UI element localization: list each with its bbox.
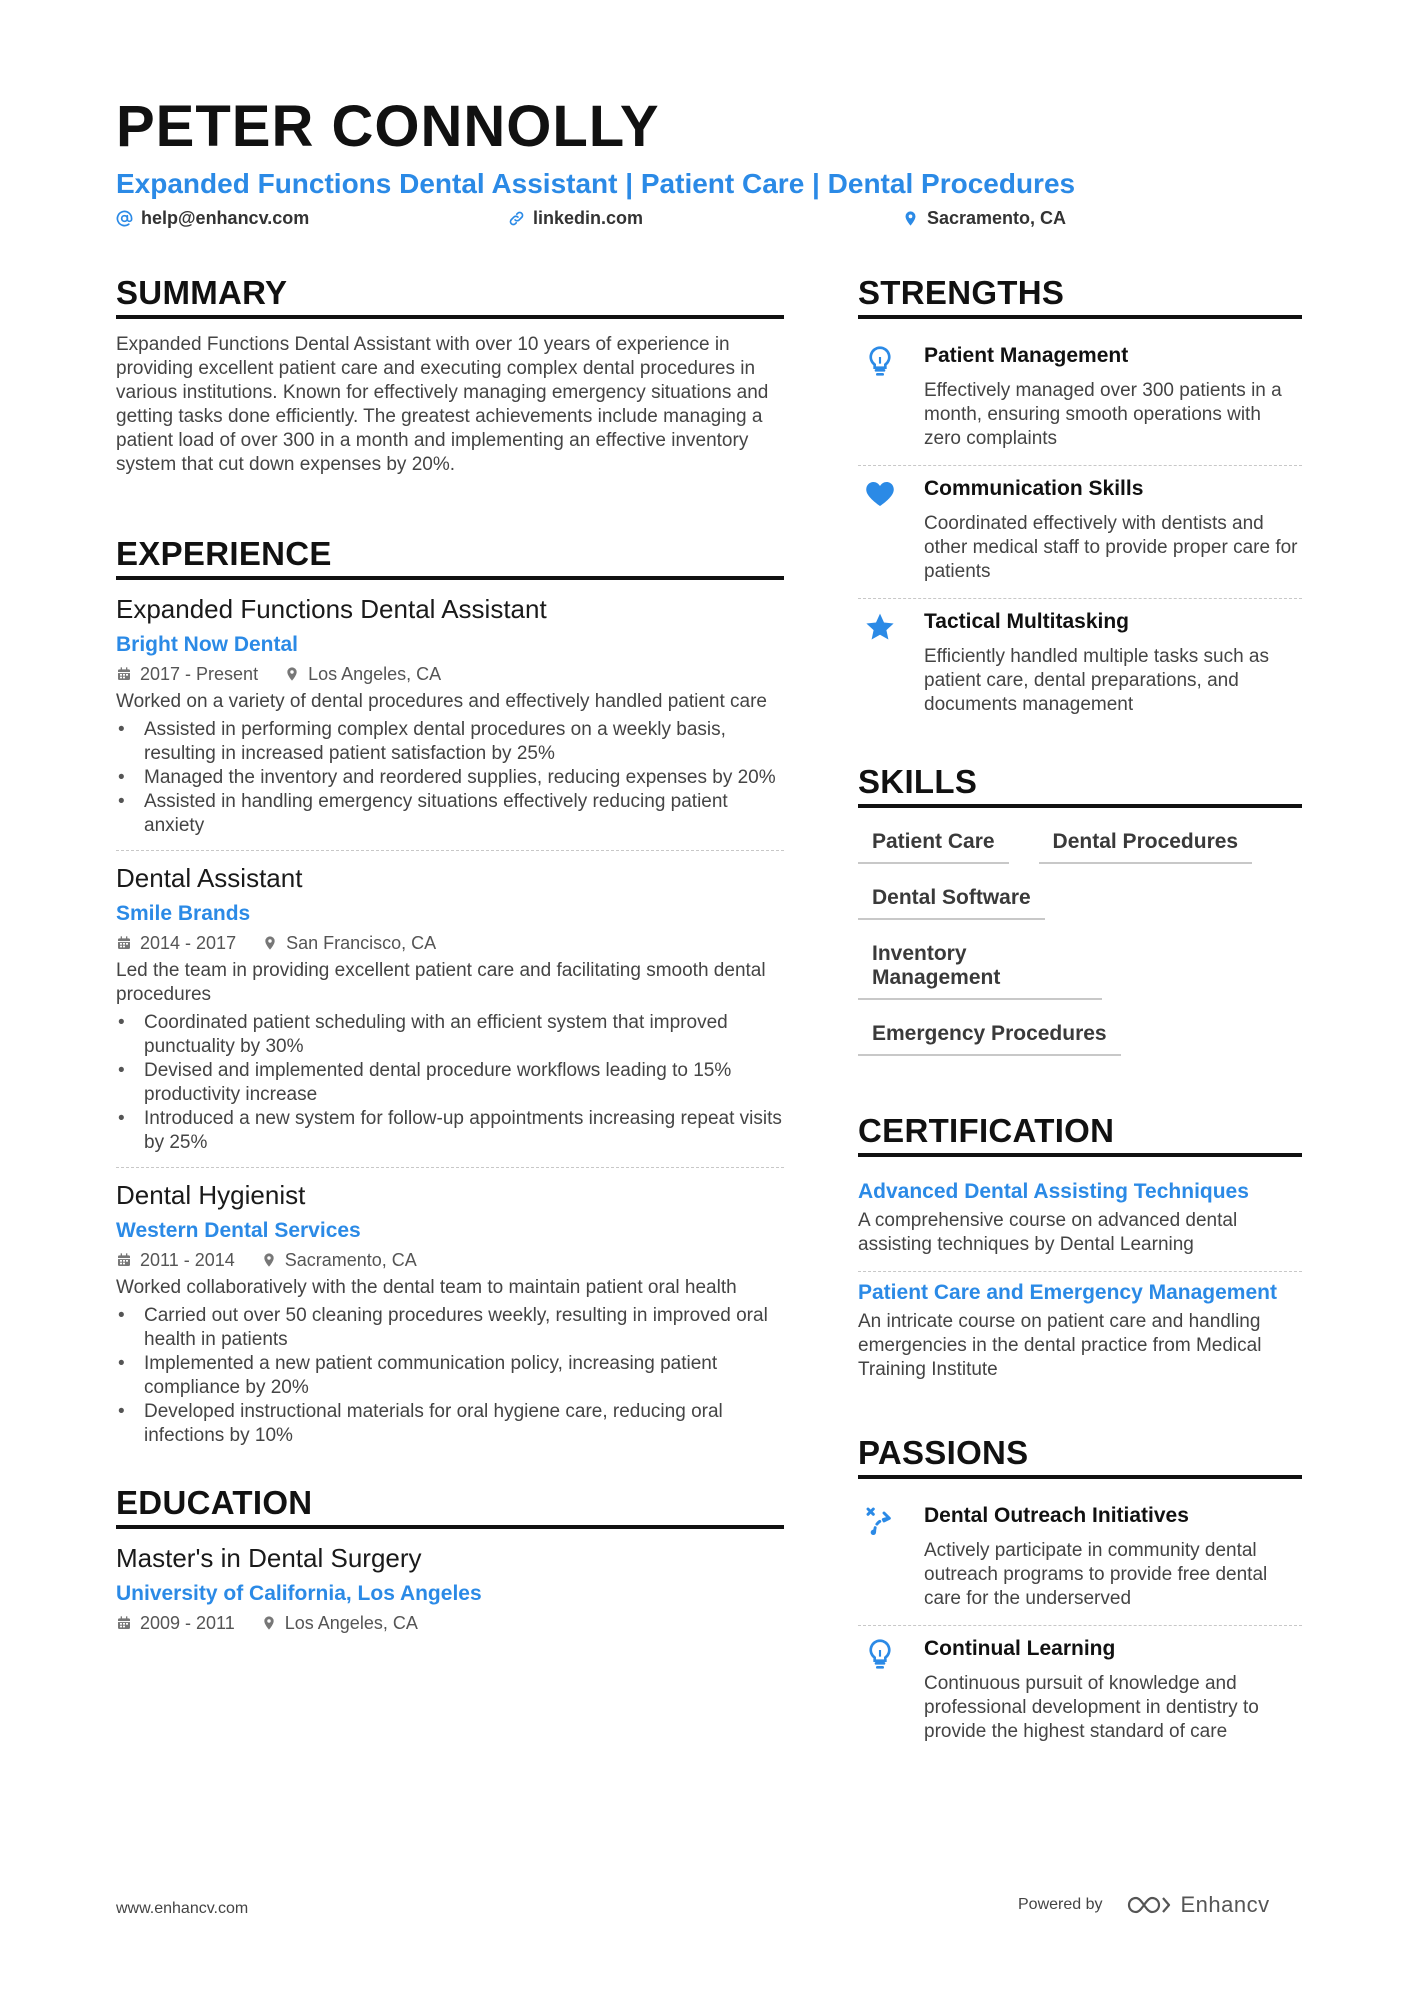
skill-tag: Emergency Procedures [858, 1014, 1121, 1056]
calendar-icon [116, 1615, 132, 1631]
degree: Master's in Dental Surgery [116, 1543, 422, 1573]
job-dates [116, 931, 236, 955]
job-role: Dental Hygienist [116, 1180, 306, 1210]
summary-heading: SUMMARY [116, 276, 784, 319]
location-pin-icon [262, 935, 278, 951]
powered-by-label: Powered by [1018, 1896, 1103, 1913]
calendar-icon [116, 1252, 132, 1268]
strength-body [924, 343, 1302, 451]
strength-item [858, 333, 1302, 466]
job-company: Western Dental Services [116, 1219, 361, 1242]
location-pin-icon [261, 1615, 277, 1631]
passion-title: Continual Learning [924, 1637, 1116, 1660]
strength-icon-wrap [858, 476, 924, 584]
lightbulb-icon [864, 1638, 896, 1670]
bullet-item: • Developed instructional materials for oral hygiene care, reducing oral infections by 10% [116, 1400, 784, 1448]
lightbulb-icon [864, 345, 896, 377]
passion-title: Dental Outreach Initiatives [924, 1504, 1189, 1527]
education-dates-text: 2009 - 2011 [140, 1613, 235, 1633]
certification-desc: An intricate course on patient care and handling emergencies in the dental practice from Medical Training Institute [858, 1311, 1262, 1380]
footer-website[interactable]: www.enhancv.com [116, 1900, 249, 1917]
job-meta [116, 931, 784, 955]
job-description: Worked on a variety of dental procedures and effectively handled patient care [116, 691, 767, 712]
school: University of California, Los Angeles [116, 1582, 482, 1605]
skill-tag: Dental Software [858, 878, 1045, 920]
brand-logo[interactable] [1125, 1892, 1270, 1918]
link-icon [508, 210, 525, 227]
certification-desc: A comprehensive course on advanced dental assisting techniques by Dental Learning [858, 1210, 1238, 1255]
passion-item [858, 1626, 1302, 1758]
bullet-item: • Implemented a new patient communication policy, increasing patient compliance by 20% [116, 1352, 784, 1400]
strength-item [858, 466, 1302, 599]
passion-desc: Continuous pursuit of knowledge and professional development in dentistry to provide the highest standard of care [924, 1673, 1259, 1742]
heart-icon [864, 478, 896, 510]
strength-desc: Effectively managed over 300 patients in a month, ensuring smooth operations with zero complaints [924, 380, 1282, 449]
contact-linkedin[interactable] [508, 208, 643, 229]
job-dates-text: 2017 - Present [140, 664, 259, 684]
strength-title: Tactical Multitasking [924, 610, 1129, 633]
star-icon [864, 611, 896, 643]
location-pin-icon [284, 666, 300, 682]
job-role: Dental Assistant [116, 863, 303, 893]
infinity-logo-icon [1125, 1893, 1173, 1917]
job-location-text: San Francisco, CA [286, 933, 437, 953]
experience-item [116, 594, 784, 851]
job-company: Bright Now Dental [116, 633, 298, 656]
passion-item [858, 1493, 1302, 1626]
strength-desc: Coordinated effectively with dentists and other medical staff to provide proper care for patients [924, 513, 1298, 582]
skill-tag: Patient Care [858, 822, 1009, 864]
certification-title: Patient Care and Emergency Management [858, 1281, 1277, 1304]
calendar-icon [116, 935, 132, 951]
job-dates-text: 2011 - 2014 [140, 1250, 235, 1270]
passion-desc: Actively participate in community dental outreach programs to provide free dental care for the underserved [924, 1540, 1268, 1609]
email-text: help@enhancv.com [141, 208, 310, 228]
job-location [284, 662, 441, 686]
passion-body [924, 1636, 1302, 1744]
certification-item [858, 1272, 1302, 1396]
location-pin-icon [261, 1252, 277, 1268]
right-column [858, 276, 1302, 1758]
job-description: Worked collaboratively with the dental team to maintain patient oral health [116, 1277, 737, 1298]
bullet-item: • Introduced a new system for follow-up appointments increasing repeat visits by 25% [116, 1107, 784, 1155]
certification-title: Advanced Dental Assisting Techniques [858, 1180, 1249, 1203]
strength-body [924, 609, 1302, 717]
job-location-text: Sacramento, CA [284, 1250, 417, 1270]
bullet-item: • Coordinated patient scheduling with an efficient system that improved punctuality by 30% [116, 1011, 784, 1059]
experience-item [116, 863, 784, 1168]
education-location-text: Los Angeles, CA [284, 1613, 418, 1633]
passion-icon-wrap [858, 1503, 924, 1611]
passions-heading: PASSIONS [858, 1436, 1302, 1479]
job-bullets [116, 718, 784, 838]
bullet-item: • Devised and implemented dental procedure workflows leading to 15% productivity increase [116, 1059, 784, 1107]
job-company: Smile Brands [116, 902, 251, 925]
skill-tag: Dental Procedures [1039, 822, 1253, 864]
linkedin-text: linkedin.com [533, 208, 644, 228]
contact-email[interactable] [116, 208, 309, 229]
strength-desc: Efficiently handled multiple tasks such as patient care, dental preparations, and documents management [924, 646, 1269, 715]
job-location [262, 931, 436, 955]
job-meta [116, 1248, 784, 1272]
candidate-name: PETER CONNOLLY [116, 94, 660, 159]
at-icon [116, 210, 133, 227]
bullet-item: • Assisted in handling emergency situations effectively reducing patient anxiety [116, 790, 784, 838]
job-location [261, 1248, 417, 1272]
education-section [116, 1486, 784, 1635]
strengths-heading: STRENGTHS [858, 276, 1302, 319]
experience-item [116, 1180, 784, 1460]
experience-heading: EXPERIENCE [116, 537, 784, 580]
strength-title: Patient Management [924, 344, 1129, 367]
job-role: Expanded Functions Dental Assistant [116, 594, 547, 624]
footer-branding [1018, 1892, 1270, 1918]
skill-tag: Inventory Management [858, 934, 1102, 1000]
summary-text: Expanded Functions Dental Assistant with over 10 years of experience in providing excellent patient care and executing complex dental procedures in various institutions. Known for effectively managing emergency situations and getting tasks done efficiently. The greatest achievements include managing a patient load of over 300 in a month and implementing an effective inventory system that cut down expenses by 20%. [116, 334, 769, 475]
job-dates [116, 662, 258, 686]
education-location [261, 1611, 418, 1635]
location-text: Sacramento, CA [927, 208, 1067, 228]
calendar-icon [116, 666, 132, 682]
strategy-path-icon [864, 1505, 896, 1537]
bullet-item: • Carried out over 50 cleaning procedures weekly, resulting in improved oral health in patients [116, 1304, 784, 1352]
certification-heading: CERTIFICATION [858, 1114, 1302, 1157]
contact-bar [116, 208, 1306, 234]
strength-title: Communication Skills [924, 477, 1144, 500]
education-dates [116, 1611, 235, 1635]
skills-list [858, 822, 1302, 1070]
education-heading: EDUCATION [116, 1486, 784, 1529]
brand-name: Enhancv [1180, 1892, 1270, 1917]
strength-icon-wrap [858, 609, 924, 717]
left-column [116, 276, 784, 1635]
job-dates-text: 2014 - 2017 [140, 933, 237, 953]
job-location-text: Los Angeles, CA [308, 664, 442, 684]
strength-item [858, 599, 1302, 731]
bullet-item: • Managed the inventory and reordered supplies, reducing expenses by 20% [116, 766, 784, 790]
contact-location [902, 208, 1066, 229]
strength-body [924, 476, 1302, 584]
skills-heading: SKILLS [858, 765, 1302, 808]
passion-body [924, 1503, 1302, 1611]
passion-icon-wrap [858, 1636, 924, 1744]
education-meta [116, 1611, 784, 1635]
strength-icon-wrap [858, 343, 924, 451]
job-description: Led the team in providing excellent patient care and facilitating smooth dental procedures [116, 960, 766, 1005]
job-meta [116, 662, 784, 686]
job-bullets [116, 1304, 784, 1448]
job-bullets [116, 1011, 784, 1155]
certification-item [858, 1171, 1302, 1272]
job-dates [116, 1248, 235, 1272]
candidate-title: Expanded Functions Dental Assistant | Patient Care | Dental Procedures [116, 168, 1076, 199]
bullet-item: • Assisted in performing complex dental procedures on a weekly basis, resulting in increased patient satisfaction by 25% [116, 718, 784, 766]
location-pin-icon [902, 210, 919, 227]
